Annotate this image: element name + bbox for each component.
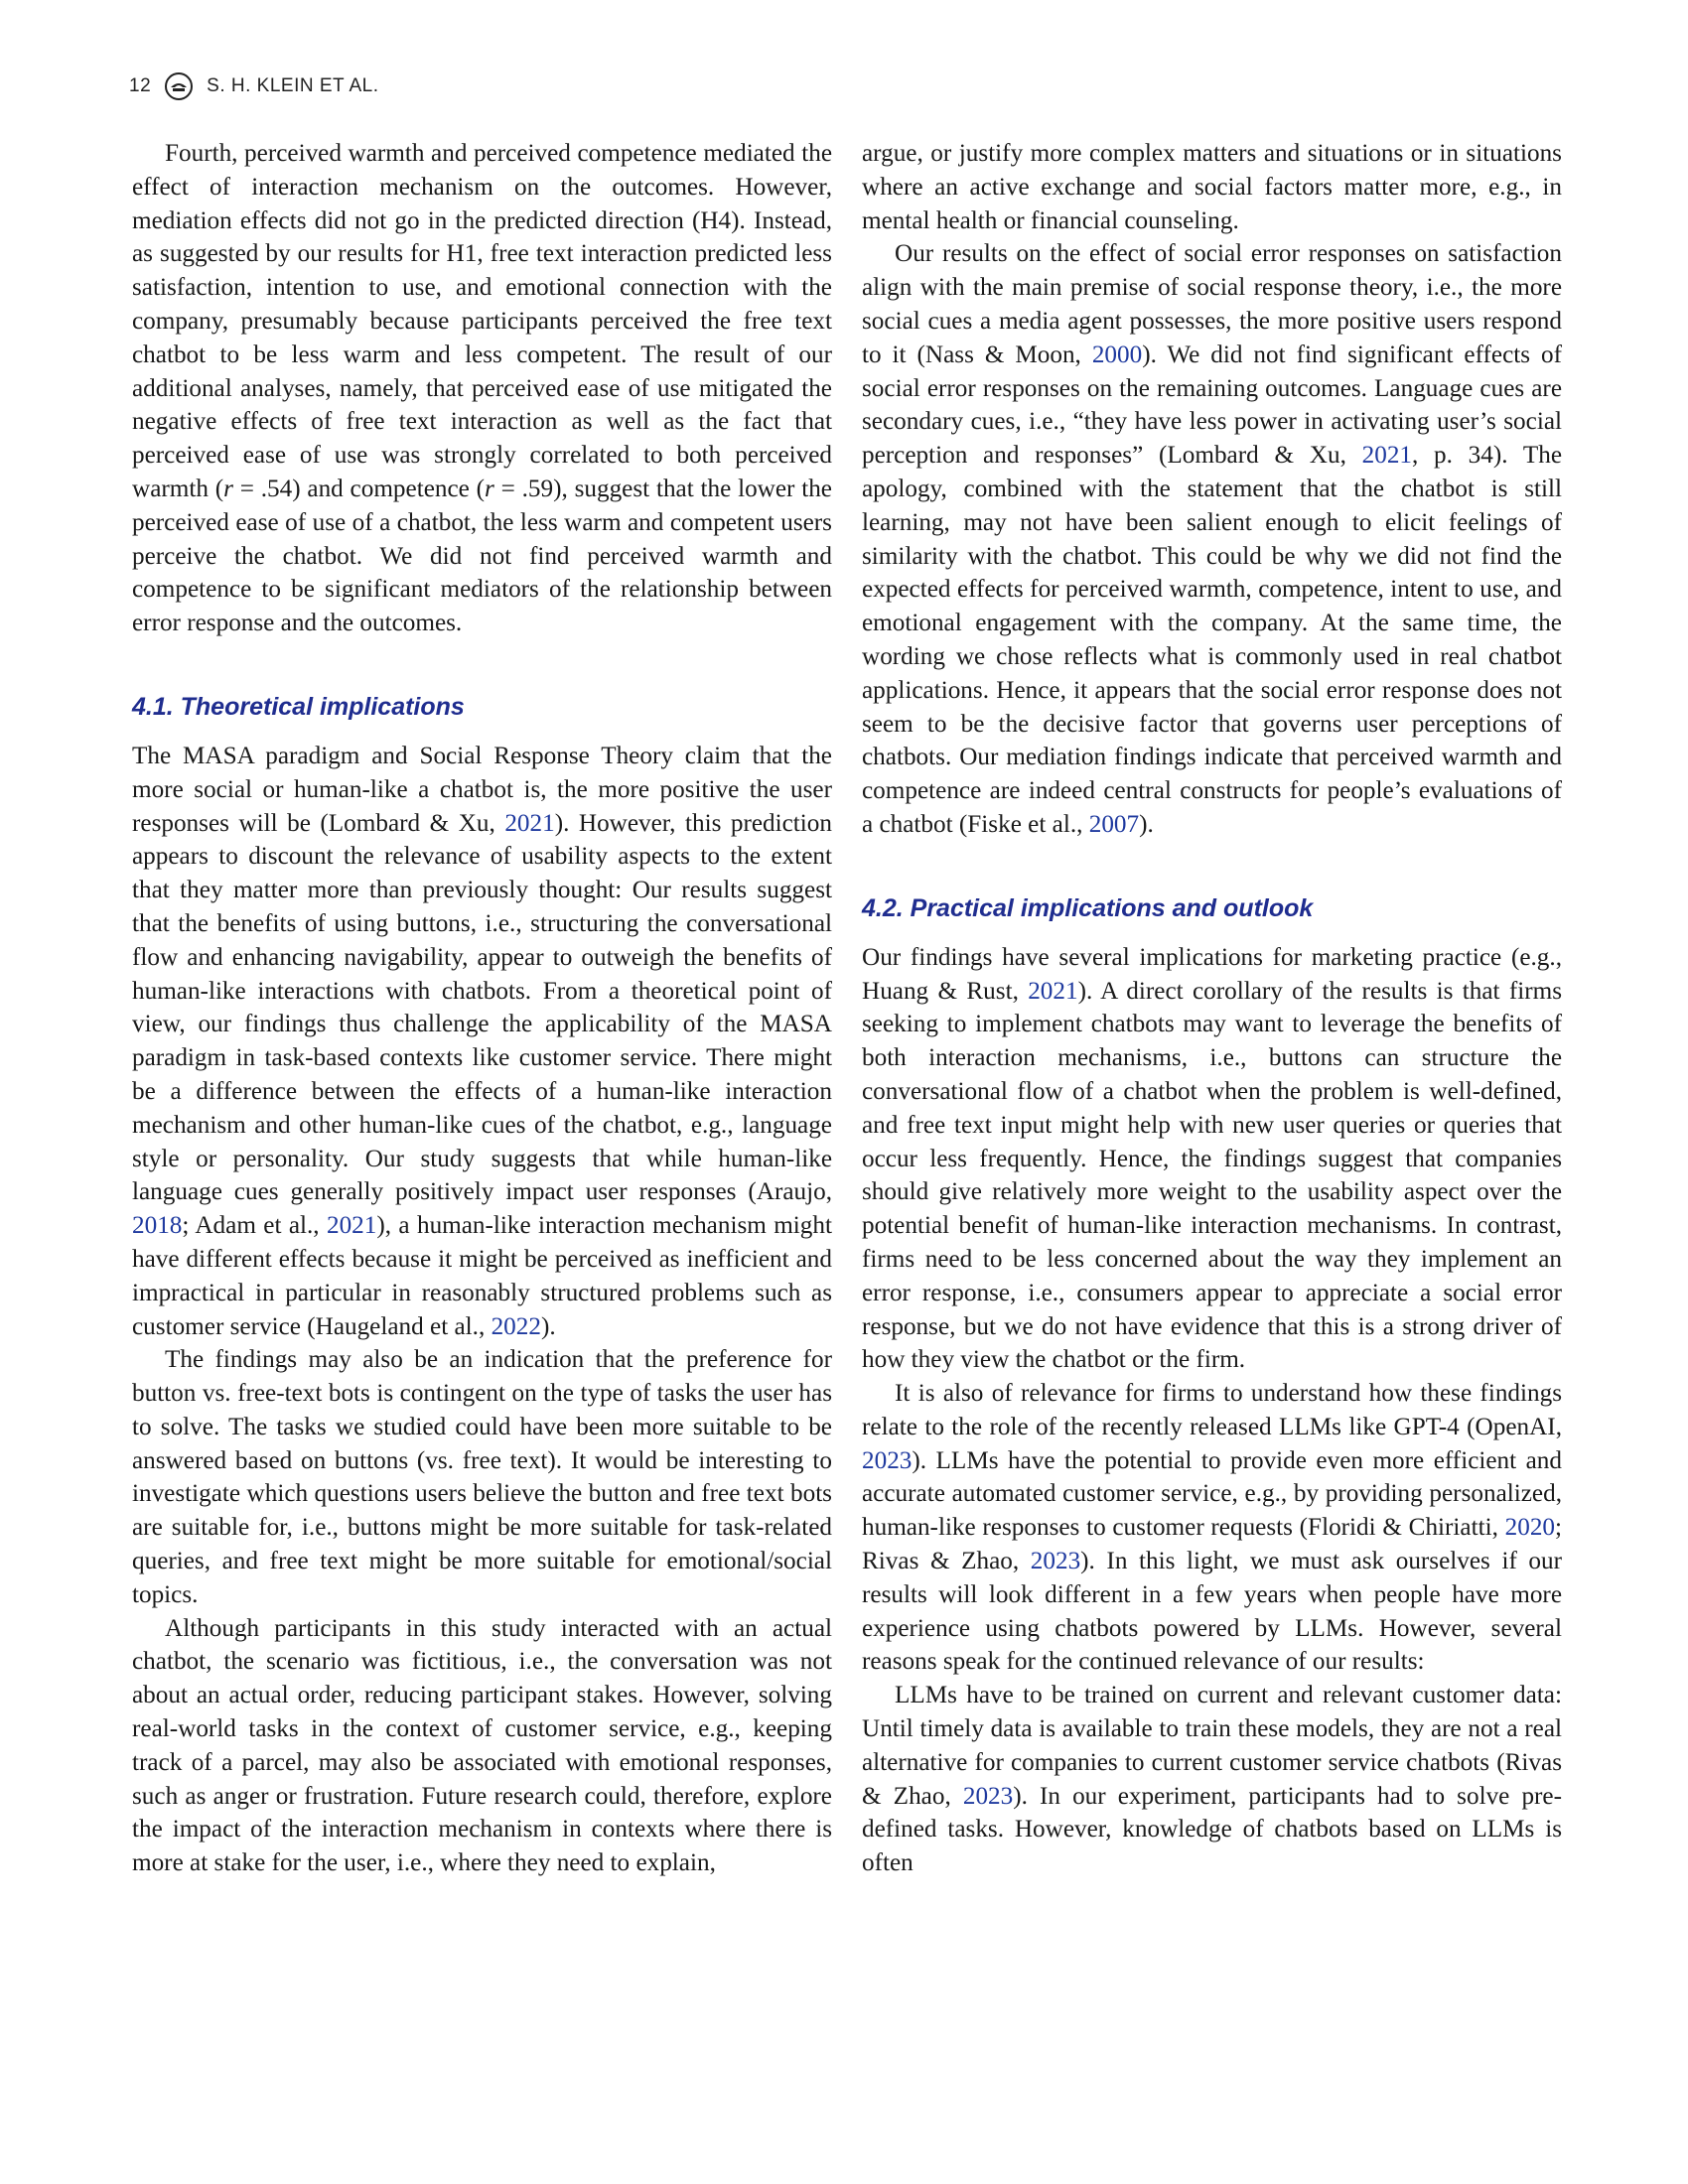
citation-link[interactable]: 2020	[1504, 1514, 1555, 1542]
paragraph-llm-relevance: It is also of relevance for firms to understand how these findings relate to the role of the recently released LLMs like GPT-4 (OpenAI, 2023). LLMs have the potential to provide even more efficient and accurate automated customer service, e.g., by providing personalized, human-like responses to customer requests (Floridi & Chiriatti, 2020; Rivas & Zhao, 2023). In this light, we must ask ourselves if our results will look different in a few years when people have more experience using chatbots powered by LLMs. However, several reasons speak for the continued relevance of our results:	[862, 1380, 1562, 1676]
running-header	[129, 69, 379, 103]
citation-link[interactable]: 2023	[962, 1782, 1014, 1810]
citation-link[interactable]: 2022	[491, 1312, 541, 1340]
page-number: 12	[129, 75, 152, 96]
citation-link[interactable]: 2021	[326, 1212, 377, 1240]
citation-link[interactable]: 2000	[1091, 341, 1143, 368]
citation-link[interactable]: 2021	[1361, 442, 1412, 470]
paragraph-llm-training-data: LLMs have to be trained on current and relevant customer data: Until timely data is available to train these models, they are not a real alternative for companies to current customer service chatbots (Rivas & Zhao, 2023). In our experiment, participants had to solve pre-defined tasks. However, knowledge of chatbots based on LLMs is often	[862, 1682, 1562, 1877]
section-heading-practical: 4.2. Practical implications and outlook	[862, 893, 1314, 922]
paragraph-findings-mediation: Fourth, perceived warmth and perceived competence mediated the effect of interaction mechanism on the outcomes. However, mediation effects did not go in the predicted direction (H4). Instead, as suggested by our results for H1, free text interaction predicted less satisfaction, intention to use, and emotional connection with the company, presumably because participants perceived the free text chatbot to be less warm and less competent. The result of our additional analyses, namely, that perceived ease of use mitigated the negative effects of free text interaction as well as the fact that perceived ease of use was strongly correlated to both perceived warmth (r = .54) and competence (r = .59), suggest that the lower the perceived ease of use of a chatbot, the less warm and competent users perceive the chatbot. We did not find perceived warmth and competence to be significant mediators of the relationship between error response and the outcomes.	[132, 140, 832, 637]
right-column	[862, 137, 1562, 1880]
paragraph-masa-paradigm: The MASA paradigm and Social Response Theory claim that the more social or human-like a chatbot is, the more positive the user responses will be (Lombard & Xu, 2021). However, this prediction appears to discount the relevance of usability aspects to the extent that they matter more than previously thought: Our results suggest that the benefits of using buttons, i.e., structuring the conversational flow and enhancing navigability, appear to outweigh the benefits of human-like interactions with chatbots. From a theoretical point of view, our findings thus challenge the applicability of the MASA paradigm in task-based contexts like customer service. There might be a difference between the effects of a human-like interaction mechanism and other human-like cues of the chatbot, e.g., language style or personality. Our study suggests that while human-like language cues generally positively impact user responses (Araujo, 2018; Adam et al., 2021), a human-like interaction mechanism might have different effects because it might be perceived as inefficient and impractical in particular in reasonably structured problems such as customer service (Haugeland et al., 2022).	[132, 742, 832, 1340]
paragraph-task-preference: The findings may also be an indication that the preference for button vs. free-text bots is contingent on the type of tasks the user has to solve. The tasks we studied could have been more suitable to be answered based on buttons (vs. free text). It would be interesting to investigate which questions users believe the button and free text bots are suitable for, i.e., buttons might be more suitable for task-related queries, and free text might be more suitable for emotional/social topics.	[132, 1346, 832, 1608]
paragraph-continuation: argue, or justify more complex matters and situations or in situations where an active exchange and social factors matter more, e.g., in mental health or financial counseling.	[862, 140, 1562, 234]
citation-link[interactable]: 2018	[132, 1212, 183, 1240]
paragraph-marketing-implications: Our findings have several implications for marketing practice (e.g., Huang & Rust, 2021). A direct corollary of the results is that firms seeking to implement chatbots may want to leverage the benefits of both interaction mechanisms, i.e., buttons can structure the conversational flow of a chatbot when the problem is well-defined, and free text input might help with new user queries or queries that occur less frequently. Hence, the findings suggest that companies should give relatively more weight to the usability aspect over the potential benefit of human-like interaction mechanisms. In contrast, firms need to be less concerned about the way they implement an error response, i.e., consumers appear to appreciate a social error response, but we do not have evidence that this is a strong driver of how they view the chatbot or the firm.	[862, 943, 1562, 1374]
citation-link[interactable]: 2021	[1028, 977, 1078, 1005]
left-column	[132, 137, 832, 1880]
section-heading-theoretical: 4.1. Theoretical implications	[132, 692, 465, 721]
citation-link[interactable]: 2023	[862, 1446, 913, 1474]
citation-link[interactable]: 2023	[1030, 1548, 1081, 1575]
citation-link[interactable]: 2021	[504, 809, 555, 837]
citation-link[interactable]: 2007	[1088, 810, 1140, 838]
paragraph-fictitious-scenario: Although participants in this study interacted with an actual chatbot, the scenario was fictitious, i.e., the conversation was not about an actual order, reducing participant stakes. However, solving real-world tasks in the context of customer service, e.g., keeping track of a parcel, may also be associated with emotional responses, such as anger or frustration. Future research could, therefore, explore the impact of the interaction mechanism in contexts where there is more at stake for the user, i.e., where they need to explain,	[132, 1614, 832, 1877]
journal-logo-icon	[165, 72, 193, 100]
running-authors: S. H. KLEIN ET AL.	[207, 75, 379, 96]
paragraph-social-error-responses: Our results on the effect of social error responses on satisfaction align with the main premise of social response theory, i.e., the more social cues a media agent possesses, the more positive users respond to it (Nass & Moon, 2000). We did not find significant effects of social error responses on the remaining outcomes. Language cues are secondary cues, i.e., “they have less power in activating user’s social perception and responses” (Lombard & Xu, 2021, p. 34). The apology, combined with the statement that the chatbot is still learning, may not have been salient enough to elicit feelings of similarity with the chatbot. This could be why we did not find the expected effects for perceived warmth, competence, intent to use, and emotional engagement with the company. At the same time, the wording we chose reflects what is commonly used in real chatbot applications. Hence, it appears that the social error response does not seem to be the decisive factor that governs user perceptions of chatbots. Our mediation findings indicate that perceived warmth and competence are indeed central constructs for people’s evaluations of a chatbot (Fiske et al., 2007).	[862, 240, 1562, 838]
